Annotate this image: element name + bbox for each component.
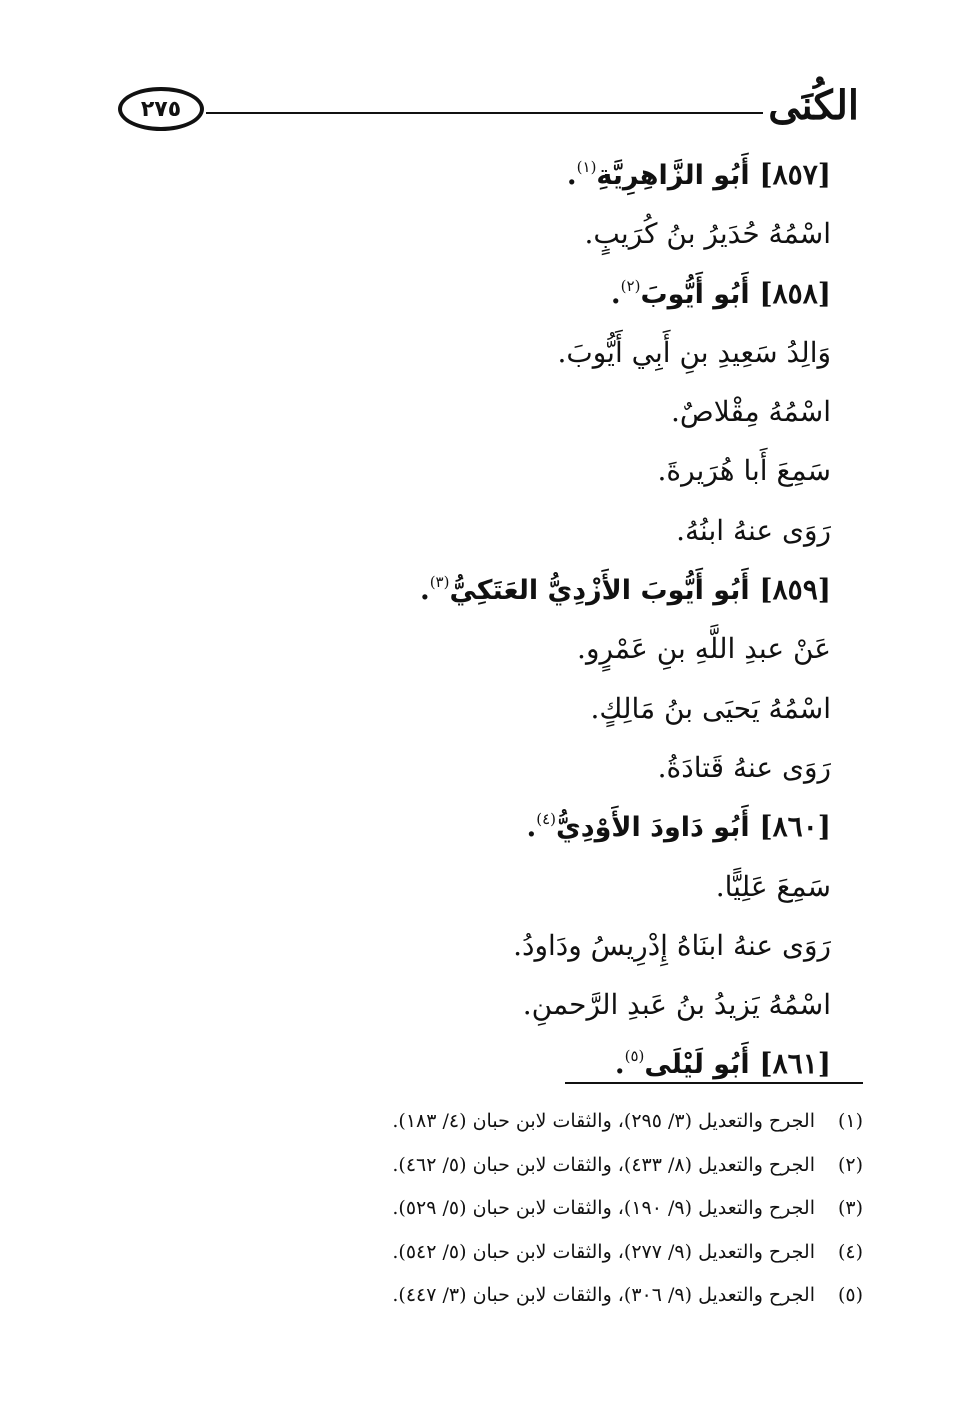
entry-number: [٨٦١] [759, 1047, 831, 1081]
footnote-text: الجرح والتعديل (٩/ ١٩٠)، والثقات لابن حبان (٥/ ٥٢٩). [392, 1197, 815, 1219]
footnote-reference: (٢) [620, 276, 641, 295]
entry-heading [80, 560, 831, 619]
text-line: سَمِعَ عَلِيًّا. [715, 869, 831, 903]
entry-end-mark: . [614, 1047, 625, 1081]
text-line: رَوَى عنهُ قَتادَةُ. [657, 750, 831, 784]
footnote-text: الجرح والتعديل (٩/ ٢٧٧)، والثقات لابن حبان (٥/ ٥٤٢). [392, 1240, 815, 1263]
text-line: رَوَى عنهُ ابنَاهُ إِدْرِيسُ ودَاودُ. [513, 928, 831, 962]
entry-end-mark: . [526, 810, 537, 844]
entry-heading [80, 264, 831, 323]
text-line: اسْمُهُ يَحيَى بنُ مَالِكٍ. [590, 691, 831, 725]
footnote-reference: (٥) [624, 1047, 645, 1066]
text-line: رَوَى عنهُ ابنُهُ. [676, 513, 831, 547]
footnote-number: (٤) [837, 1240, 863, 1263]
footnote-line [110, 1231, 863, 1275]
entry-number: [٨٥٧] [759, 158, 831, 191]
text-line: سَمِعَ أَبا هُرَيرةَ. [657, 454, 831, 488]
footnotes [110, 1100, 863, 1318]
footnote-line [110, 1187, 863, 1231]
entry-number: [٨٥٨] [759, 276, 831, 310]
text-line: اسْمُهُ حُدَيرُ بنُ كُرَيبٍ. [584, 217, 831, 251]
footnote-text: الجرح والتعديل (٩/ ٣٠٦)، والثقات لابن حبان (٣/ ٤٤٧). [392, 1284, 815, 1306]
footnote-line [110, 1274, 863, 1318]
text-line: اسْمُهُ يَزيدُ بنُ عَبدِ الرَّحمنِ. [522, 988, 831, 1022]
footnote-number: (٥) [837, 1284, 863, 1306]
text-line: وَالِدُ سَعِيدِ بنِ أَبِي أَيُّوبَ. [557, 335, 831, 369]
entry-name: أَبُو الزَّاهِرِيَّةِ [596, 160, 750, 191]
footnote-separator [565, 1082, 863, 1084]
footnote-reference: (٣) [429, 573, 450, 592]
entry-end-mark: . [610, 276, 621, 310]
entry-name: أَبُو أَيُّوبَ [640, 278, 750, 310]
footnote-number: (١) [837, 1110, 863, 1132]
footnote-text: الجرح والتعديل (٨/ ٤٣٣)، والثقات لابن حبان (٥/ ٤٦٢). [392, 1153, 815, 1176]
text-line: عَنْ عبدِ اللَّهِ بنِ عَمْرٍو. [577, 632, 831, 666]
entry-number: [٨٥٩] [759, 573, 831, 607]
footnote-number: (٣) [837, 1197, 863, 1219]
text-line: اسْمُهُ مِقْلاصٌ. [671, 395, 831, 429]
entry-end-mark: . [419, 573, 430, 607]
footnote-line [110, 1100, 863, 1144]
footnote-line [110, 1144, 863, 1188]
footnote-text: الجرح والتعديل (٣/ ٢٩٥)، والثقات لابن حبان (٤/ ١٨٣). [392, 1110, 815, 1132]
entry-heading [80, 797, 831, 856]
main-text [80, 145, 831, 1094]
entry-name: أَبُو أَيُّوبَ الأَزْدِيُّ العَتَكِيُّ [449, 575, 750, 607]
header-title: الكُنَى [768, 82, 859, 129]
entry-number: [٨٦٠] [759, 810, 831, 844]
entry-name: أَبُو دَاودَ الأَوْدِيُّ [556, 812, 750, 844]
entry-name: أَبُو لَيْلَى [644, 1049, 750, 1081]
entry-end-mark: . [566, 158, 577, 191]
page-number: ٢٧٥ [118, 87, 204, 131]
entry-heading [80, 1034, 831, 1093]
running-header [118, 82, 859, 138]
entry-heading [80, 145, 831, 204]
footnote-reference: (١) [576, 158, 597, 176]
header-rule [206, 112, 763, 114]
footnote-reference: (٤) [536, 810, 556, 829]
footnote-number: (٢) [837, 1153, 863, 1176]
